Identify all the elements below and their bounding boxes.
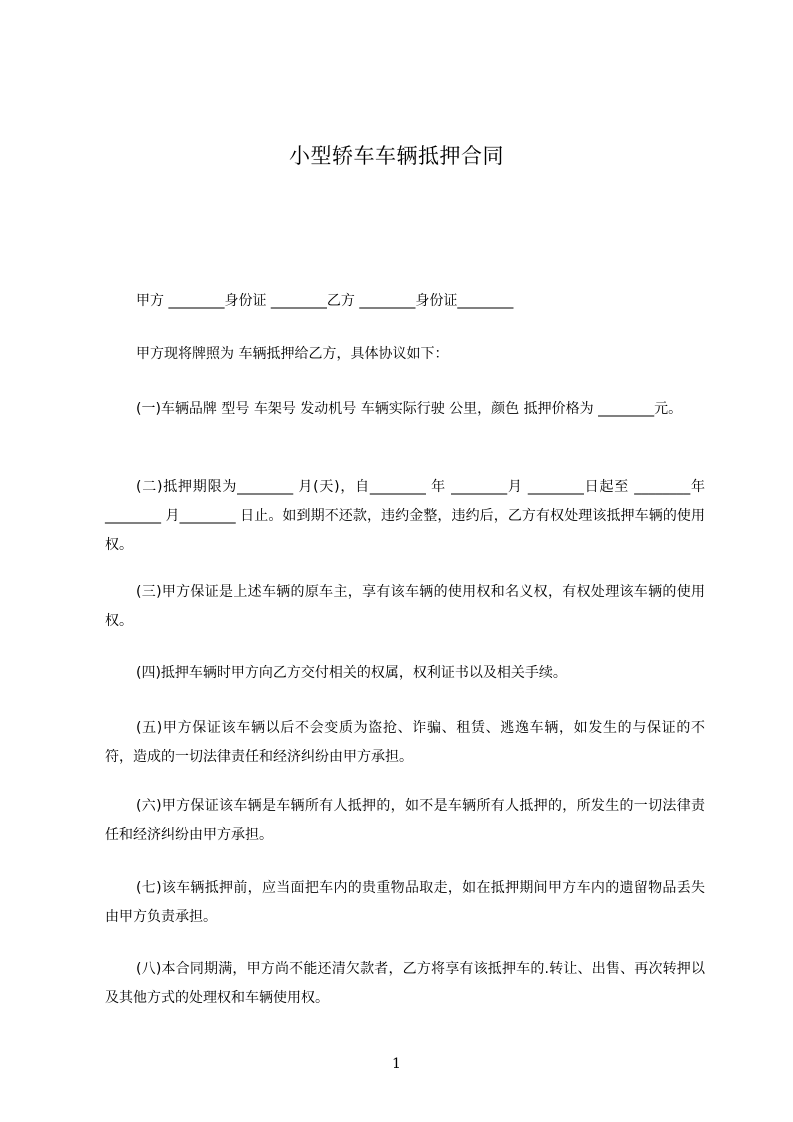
parties-line: 甲方 ________身份证 ________乙方 ________身份证________ — [136, 293, 514, 309]
clause-4: (四)抵押车辆时甲方向乙方交付相关的权属，权利证书以及相关手续。 — [136, 665, 567, 681]
clause-8: (八)本合同期满，甲方尚不能还清欠款者，乙方将享有该抵押车的.转让、出售、再次转押以及其他方式的处理权和车辆使用权。 — [105, 961, 705, 1006]
clause-6: (六)甲方保证该车辆是车辆所有人抵押的，如不是车辆所有人抵押的，所发生的一切法律责任和经济纠纷由甲方承担。 — [105, 798, 705, 843]
clause-3: (三)甲方保证是上述车辆的原车主，享有该车辆的使用权和名义权，有权处理该车辆的使用权。 — [105, 584, 705, 629]
clause-7: (七)该车辆抵押前，应当面把车内的贵重物品取走，如在抵押期间甲方车内的遗留物品丢失由甲方负责承担。 — [105, 880, 705, 925]
clause-5: (五)甲方保证该车辆以后不会变质为盗抢、诈骗、租赁、逃逸车辆，如发生的与保证的不符，造成的一切法律责任和经济纠纷由甲方承担。 — [105, 720, 705, 765]
page-number: 1 — [392, 1056, 401, 1072]
clause-2: (二)抵押期限为________ 月(天)，自________ 年 ________月 ________日起至 ________年________ 月________ 日止。如到期不还款，违约金整，违约后，乙方有权处理该抵押车辆的使用权。 — [105, 479, 705, 553]
contract-title: 小型轿车车辆抵押合同 — [289, 144, 504, 168]
clause-1: (一)车辆品牌 型号 车架号 发动机号 车辆实际行驶 公里，颜色 抵押价格为 ________元。 — [136, 401, 683, 417]
intro-paragraph: 甲方现将牌照为 车辆抵押给乙方，具体协议如下： — [136, 346, 449, 362]
